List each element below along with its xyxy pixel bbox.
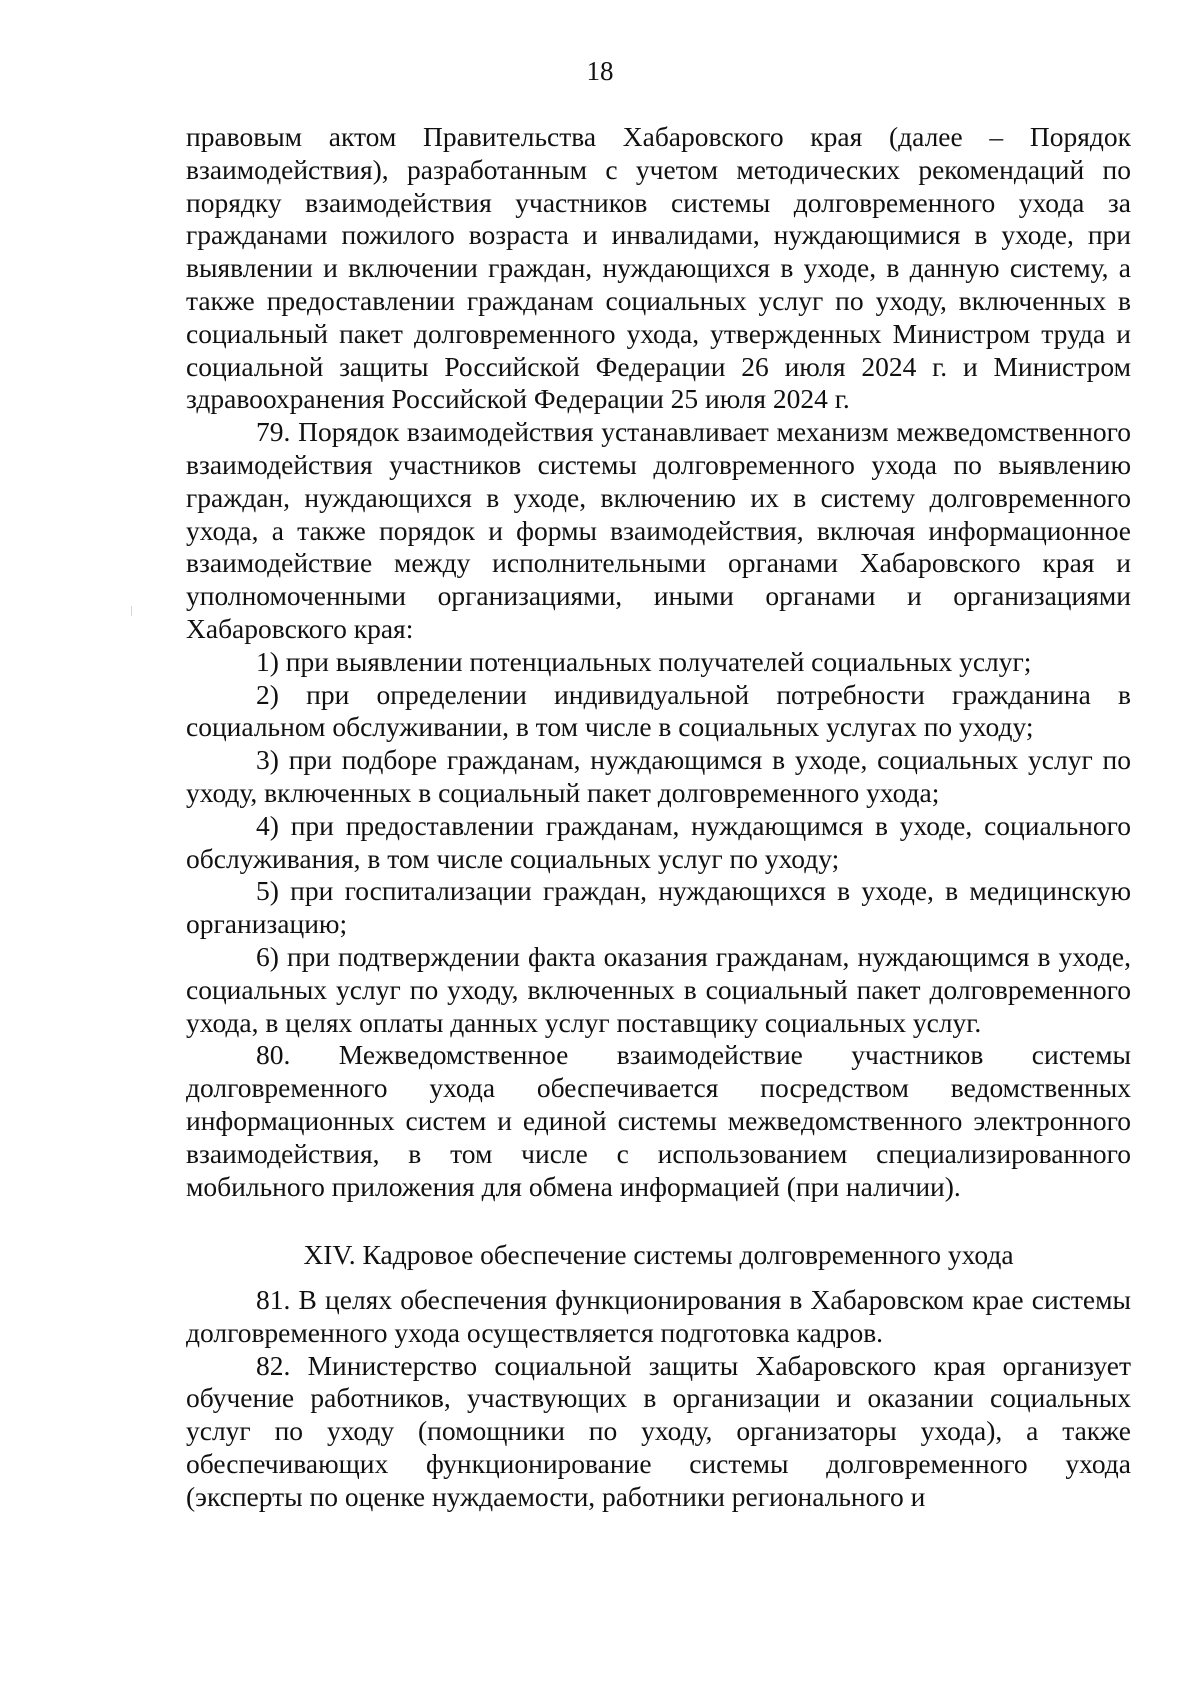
- margin-mark: [131, 606, 132, 616]
- page-number: 18: [586, 56, 614, 86]
- list-item-79-2: 2) при определении индивидуальной потребности гражданина в социальном обслуживании, в том числе в социальных услугах по уходу;: [186, 678, 1131, 743]
- paragraph-81: 81. В целях обеспечения функционирования в Хабаровском крае системы долговременного ухода осуществляется подготовка кадров.: [186, 1284, 1131, 1348]
- list-item-79-5: 5) при госпитализации граждан, нуждающихся в уходе, в медицинскую организацию;: [186, 875, 1131, 940]
- list-item-79-1: 1) при выявлении потенциальных получателей социальных услуг;: [256, 645, 1032, 677]
- list-item-79-6: 6) при подтверждении факта оказания гражданам, нуждающимся в уходе, социальных услуг по уходу, включенных в социальный пакет долговременного ухода, в целях оплаты данных услуг поставщику социальных услуг.: [186, 940, 1131, 1038]
- paragraph-79: 79. Порядок взаимодействия устанавливает механизм межведомственного взаимодействия участников системы долговременного ухода по выявлению граждан, нуждающихся в уходе, включению их в систему долговременного ухода, а также порядок и формы взаимодействия, включая информационное взаимодействие между исполнительными органами Хабаровского края и уполномоченными организациями, иными органами и организациями Хабаровского края:: [186, 416, 1131, 644]
- paragraph-continuation: правовым актом Правительства Хабаровского края (далее – Порядок взаимодействия), разработанным с учетом методических рекомендаций по порядку взаимодействия участников системы долговременного ухода за гражданами пожилого возраста и инвалидами, нуждающимися в уходе, при выявлении и включении граждан, нуждающихся в уходе, в данную систему, а также предоставлении гражданам социальных услуг по уходу, включенных в социальный пакет долговременного ухода, утвержденных Министром труда и социальной защиты Российской Федерации 26 июля 2024 г. и Министром здравоохранения Российской Федерации 25 июля 2024 г.: [186, 121, 1131, 415]
- list-item-79-3: 3) при подборе гражданам, нуждающимся в уходе, социальных услуг по уходу, включенных в социальный пакет долговременного ухода;: [186, 744, 1131, 808]
- list-item-79-4: 4) при предоставлении гражданам, нуждающимся в уходе, социального обслуживания, в том числе социальных услуг по уходу;: [186, 809, 1131, 874]
- section-heading-xiv: XIV. Кадровое обеспечение системы долговременного ухода: [303, 1239, 1014, 1271]
- paragraph-80: 80. Межведомственное взаимодействие участников системы долговременного ухода обеспечивается посредством ведомственных информационных систем и единой системы межведомственного электронного взаимодействия, в том числе с использованием специализированного мобильного приложения для обмена информацией (при наличии).: [186, 1039, 1131, 1202]
- paragraph-82: 82. Министерство социальной защиты Хабаровского края организует обучение работников, участвующих в организации и оказании социальных услуг по уходу (помощники по уходу, организаторы ухода), а также обеспечивающих функционирование системы долговременного ухода (эксперты по оценке нуждаемости, работники регионального и: [186, 1349, 1131, 1512]
- document-body: [186, 121, 1131, 1514]
